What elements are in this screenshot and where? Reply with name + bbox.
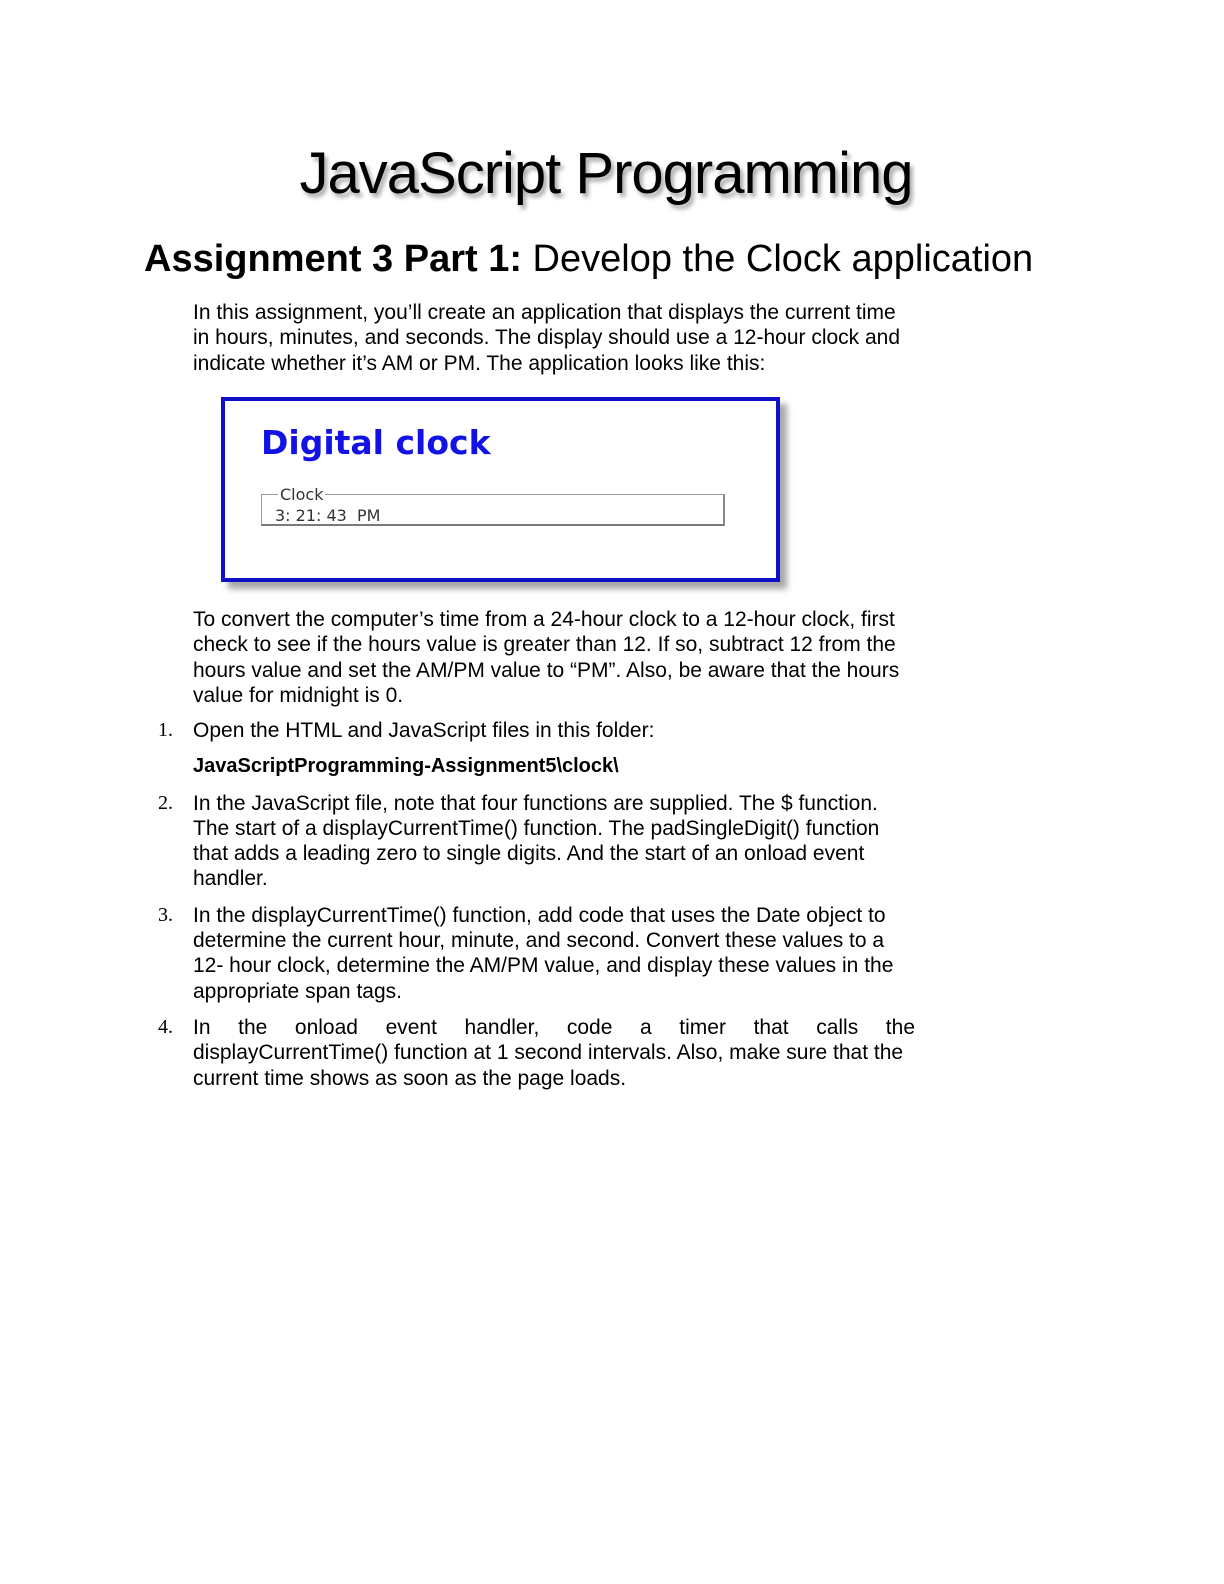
step-text-first-line: In the onload event handler, code a timer that calls the (193, 1015, 915, 1039)
step-number: 4. (158, 1015, 173, 1038)
folder-path: JavaScriptProgramming-Assignment5\clock\ (193, 755, 619, 778)
step-text: In the displayCurrentTime() function, add code that uses the Date object to determine the current hour, minute, and second. Convert these values to a 12- hour clock, determine the AM/PM value, and display these values in the appropriate span tags. (193, 903, 894, 1003)
step-number: 2. (158, 791, 173, 814)
clock-fieldset (261, 485, 725, 526)
step-text: displayCurrentTime() function at 1 second intervals. Also, make sure that the current time shows as soon as the page loads. (193, 1041, 904, 1090)
assignment-heading (144, 238, 1033, 281)
clock-legend: Clock (280, 485, 324, 504)
step-text: Open the HTML and JavaScript files in this folder: (193, 719, 655, 742)
clock-app-screenshot (221, 397, 780, 582)
intro-paragraph: In this assignment, you’ll create an application that displays the current time in hours, minutes, and seconds. The display should use a 12-hour clock and indicate whether it’s AM or PM. The application looks like this: (193, 301, 901, 375)
assignment-heading-subtitle: Develop the Clock application (522, 238, 1034, 280)
page-title: JavaScript Programming (299, 141, 913, 206)
list-item (150, 718, 915, 780)
conversion-paragraph: To convert the computer’s time from a 24-hour clock to a 12-hour clock, first check to see if the hours value is greater than 12. If so, subtract 12 from the hours value and set the AM/PM value to “PM”. Also, be aware that the hours value for midnight is 0. (193, 608, 900, 707)
app-heading: Digital clock (261, 423, 491, 462)
clock-time-display: 3: 21: 43 PM (275, 506, 381, 525)
list-item (150, 1015, 915, 1091)
step-text: In the JavaScript file, note that four functions are supplied. The $ function. The start of a displayCurrentTime() function. The padSingleDigit() function that adds a leading zero to single digits. And the start of an onload event handler. (193, 791, 880, 891)
step-number: 3. (158, 903, 173, 926)
instruction-list (150, 718, 915, 1102)
assignment-heading-label: Assignment 3 Part 1: (144, 238, 522, 280)
list-item (150, 903, 915, 1004)
list-item (150, 791, 915, 892)
step-number: 1. (158, 719, 173, 741)
